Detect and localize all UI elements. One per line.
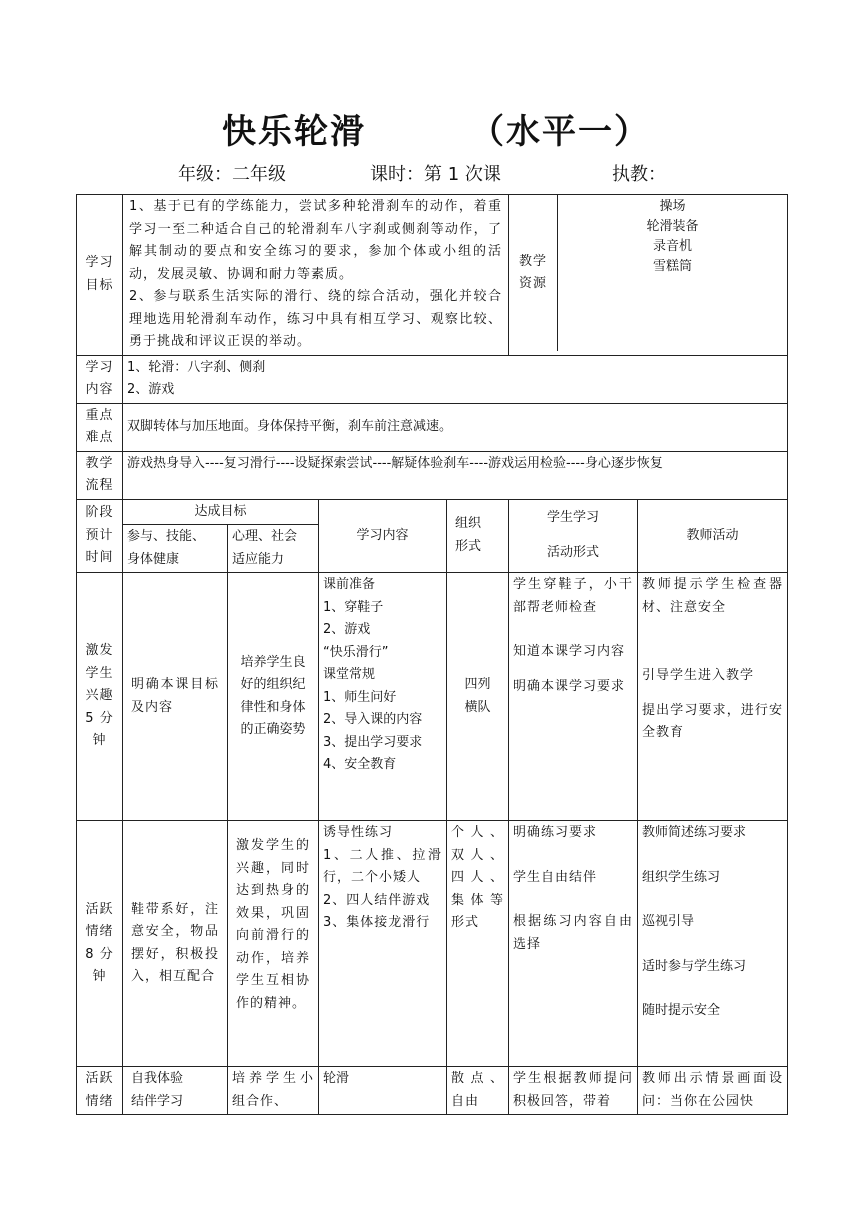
teacher-item: 教师简述练习要求 — [642, 825, 747, 840]
lesson-count-label: 课时：第 1 次课 — [370, 164, 501, 185]
org-cell: 散点、自由 — [447, 1067, 509, 1115]
teacher-header: 教师活动 — [638, 499, 788, 573]
teacher-cell — [638, 1067, 788, 1115]
student-item: 学生根据教师提问积极回答，带着 — [513, 1071, 634, 1109]
goals-header: 达成目标 — [123, 499, 319, 525]
resource-item: 操场 — [659, 199, 686, 214]
content-row — [77, 355, 788, 403]
content-cell: 轮滑 — [319, 1067, 447, 1115]
goal-a-header: 参与、技能、 身体健康 — [123, 525, 228, 573]
content-header: 学习内容 — [319, 499, 447, 573]
teacher-item: 组织学生练习 — [642, 869, 721, 885]
student-item: 明确练习要求 — [513, 825, 598, 840]
objectives-text: 1、基于已有的学练能力，尝试多种轮滑刹车的动作，着重学习一至二种适合自己的轮滑刹车八字刹或侧刹等动作，了解其制动的要点和安全练习的要求，参加个体或小组的活动，发展灵敏、协调和耐力等素质。 2、参与联系生活实际的滑行、绕的综合活动，强化并较合理地选用轮滑刹车动作，练习中具有相互学习、观察比较、勇于挑战和评议正误的举动。 — [123, 195, 509, 356]
org-cell: 个人、双人、四人、集体等形式 — [447, 821, 509, 1067]
flow-row — [77, 451, 788, 499]
org-cell: 四列 横队 — [447, 573, 509, 821]
teacher-cell — [638, 573, 788, 821]
resource-item: 雪糕筒 — [653, 259, 693, 274]
content-label: 学习 内容 — [77, 355, 123, 403]
resource-item: 录音机 — [653, 239, 693, 254]
goal-a-cell: 自我体验 结伴学习 — [123, 1067, 228, 1115]
teacher-item: 适时参与学生练习 — [642, 958, 747, 974]
stage-row — [77, 573, 788, 821]
lesson-title: 快乐轮滑 — [222, 112, 366, 152]
stage-label: 活跃 情绪 8 分 钟 — [77, 821, 123, 1067]
student-item: 学生穿鞋子，小干部帮老师检查 — [513, 577, 634, 615]
student-header — [509, 499, 638, 573]
teacher-item: 教师出示情景画面设问：当你在公园快 — [642, 1071, 784, 1109]
content-cell: 课前准备 1、穿鞋子 2、游戏 “快乐滑行” 课堂常规 1、师生问好 2、导入课的内容 3、提出学习要求 4、安全教育 — [319, 573, 447, 821]
stage-label: 活跃 情绪 — [77, 1067, 123, 1115]
student-item: 学生自由结伴 — [513, 869, 598, 885]
lesson-plan-table — [76, 194, 788, 1115]
resources-list — [558, 195, 788, 351]
org-header: 组织 形式 — [447, 499, 509, 573]
teacher-item: 巡视引导 — [642, 914, 695, 929]
flow-label: 教学 流程 — [77, 451, 123, 499]
stage-row — [77, 1067, 788, 1115]
column-header-row — [77, 499, 788, 525]
student-header-line: 学生学习 — [547, 510, 600, 526]
teacher-cell — [638, 821, 788, 1067]
flow-text: 游戏热身导入----复习滑行----设疑探索尝试----解疑体验刹车----游戏运用检验----身心逐步恢复 — [123, 451, 788, 499]
student-cell — [509, 821, 638, 1067]
resource-item: 轮滑装备 — [646, 219, 699, 234]
keypoints-row — [77, 403, 788, 451]
content-text: 诱导性练习 1、二人推、拉滑行，二个小矮人 2、四人结伴游戏 3、集体接龙滑行 — [323, 825, 442, 930]
lesson-meta — [0, 160, 860, 188]
goal-b-cell: 培养学生良好的组织纪律性和身体的正确姿势 — [228, 573, 319, 821]
student-header-line: 活动形式 — [547, 544, 600, 560]
student-item: 明确本课学习要求 — [513, 678, 626, 694]
teacher-item: 引导学生进入教学 — [642, 668, 755, 683]
goal-a-cell: 明确本课目标及内容 — [123, 573, 228, 821]
student-cell — [509, 573, 638, 821]
teacher-label: 执教： — [612, 164, 666, 185]
keypoints-text: 双脚转体与加压地面。身体保持平衡，刹车前注意减速。 — [123, 403, 788, 451]
lesson-level: （水平一） — [470, 112, 650, 152]
goal-b-header: 心理、社会 适应能力 — [228, 525, 319, 573]
goal-b-cell: 激发学生的兴趣，同时达到热身的效果，巩固向前滑行的动作，培养学生互相协作的精神。 — [228, 821, 319, 1067]
teacher-item: 随时提示安全 — [642, 1003, 721, 1018]
teacher-item: 教师提示学生检查器材、注意安全 — [642, 577, 784, 615]
page-title — [0, 104, 860, 152]
goal-a-cell: 鞋带系好，注意安全，物品摆好，积极投入，相互配合 — [123, 821, 228, 1067]
objectives-label: 学习 目标 — [77, 195, 123, 356]
student-item: 根据练习内容自由选择 — [513, 914, 634, 952]
content-text: 1、轮滑：八字刹、侧刹 2、游戏 — [123, 355, 788, 403]
resources-label: 教学 资源 — [509, 195, 558, 351]
keypoints-label: 重点 难点 — [77, 403, 123, 451]
stage-row — [77, 821, 788, 1067]
teacher-item: 提出学习要求，进行安全教育 — [642, 702, 784, 740]
student-cell — [509, 1067, 638, 1115]
stage-label: 激发 学生 兴趣 5 分 钟 — [77, 573, 123, 821]
content-cell — [319, 821, 447, 1067]
goal-b-cell: 培养学生小组合作、 — [228, 1067, 319, 1115]
objectives-row — [77, 195, 788, 356]
student-item: 知道本课学习内容 — [513, 644, 626, 659]
stage-header: 阶段 预计 时间 — [77, 499, 123, 573]
grade-label: 年级：二年级 — [178, 164, 286, 185]
